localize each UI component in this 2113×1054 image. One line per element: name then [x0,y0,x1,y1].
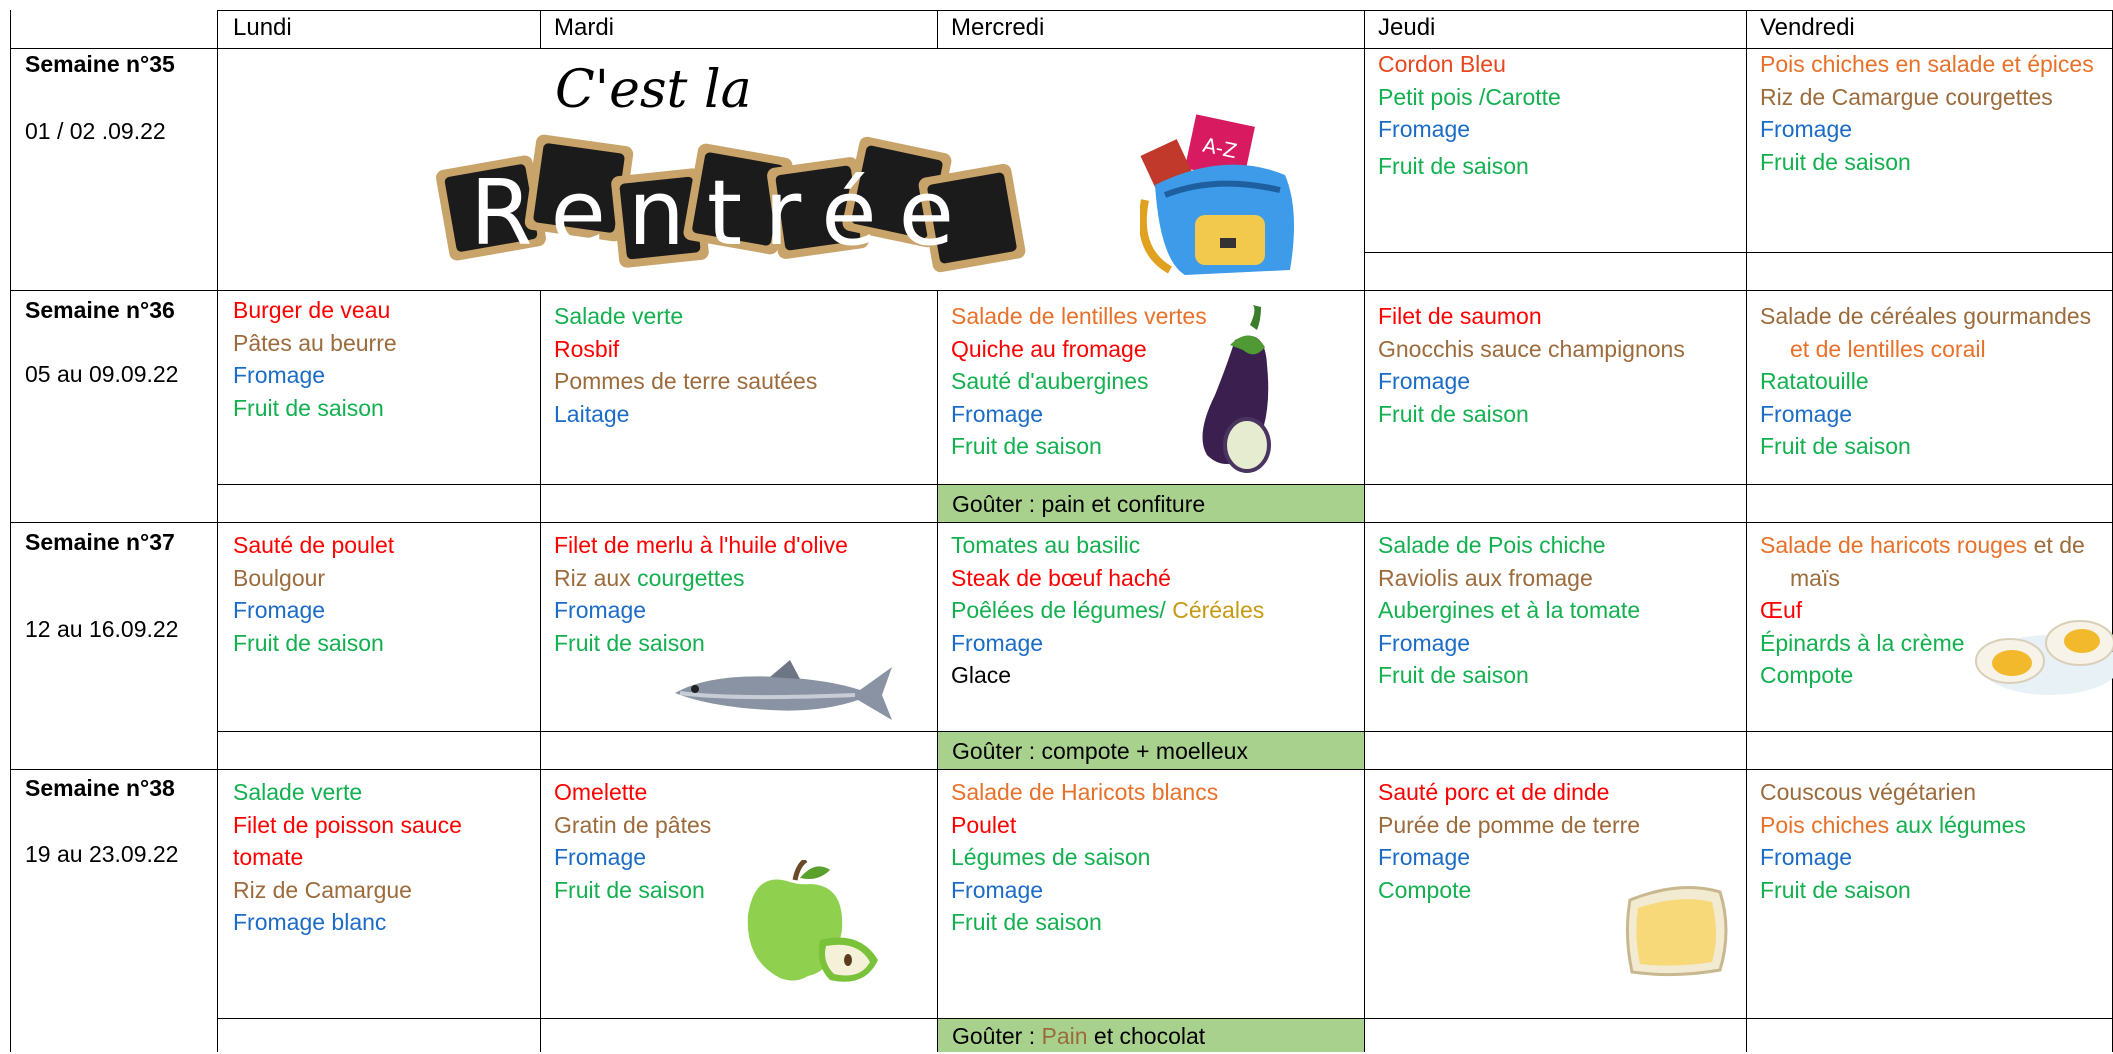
menu-w35-vendredi: Pois chiches en salade et épices Riz de Camargue courgettes Fromage Fruit de saison [1760,51,2094,175]
week-dates: 01 / 02 .09.22 [25,118,166,144]
week-label: Semaine n°37 [25,529,175,555]
grid-line [937,10,938,48]
egg-icon [1970,605,2113,700]
week-label: Semaine n°35 [25,51,175,77]
grid-line [1746,10,1747,1052]
week-dates: 12 au 16.09.22 [25,616,179,642]
rentree-banner [420,52,1060,287]
week-label: Semaine n°36 [25,297,175,323]
menu-w38-lundi: Salade verte Filet de poisson sauce tomate Riz de Camargue Fromage blanc [233,779,462,935]
header-mercredi: Mercredi [951,14,1045,41]
menu-w38-mercredi: Salade de Haricots blancs Poulet Légumes de saison Fromage Fruit de saison [951,779,1219,935]
week-label: Semaine n°38 [25,775,175,801]
snack-w36: Goûter : pain et confiture [938,485,1364,522]
menu-w38-mardi: Omelette Gratin de pâtes Fromage Fruit de saison [554,779,712,903]
grid-line [1364,252,2113,253]
grid-line [10,522,2113,523]
grid-line [540,10,541,48]
svg-text:A-Z: A-Z [1200,132,1240,164]
header-mardi: Mardi [554,14,615,41]
grid-line [217,10,218,1052]
menu-w37-vendredi: Salade de haricots rouges et de maïs Œuf Épinards à la crème Compote [1760,532,2085,688]
header-vendredi: Vendredi [1760,14,1855,41]
menu-w35-jeudi: Cordon Bleu Petit pois /Carotte Fromage Fruit de saison [1378,51,1561,179]
backpack-icon [1140,110,1310,285]
fish-icon [670,655,895,725]
week-dates: 19 au 23.09.22 [25,841,179,867]
header-lundi: Lundi [233,14,292,41]
menu-w38-vendredi: Couscous végétarien Pois chiches aux légumes Fromage Fruit de saison [1760,779,2026,903]
menu-w36-vendredi: Salade de céréales gourmandes et de lentilles corail Ratatouille Fromage Fruit de saison [1760,303,2092,459]
week-dates: 05 au 09.09.22 [25,361,179,387]
snack-w37: Goûter : compote + moelleux [938,732,1364,769]
grid-line [540,290,541,1052]
menu-w36-mardi: Salade verte Rosbif Pommes de terre sautées Laitage [554,303,818,427]
menu-w36-mercredi: Salade de lentilles vertes Quiche au fromage Sauté d'aubergines Fromage Fruit de saison [951,303,1207,459]
header-jeudi: Jeudi [1378,14,1436,41]
menu-w36-lundi: Burger de veau Pâtes au beurre Fromage Fruit de saison [233,297,397,421]
eggplant-icon [1195,305,1285,475]
grid-line [10,769,2113,770]
snack-w38: Goûter : Pain et chocolat [938,1019,1364,1052]
cheese-icon [1620,880,1735,980]
menu-w38-jeudi: Sauté porc et de dinde Purée de pomme de terre Fromage Compote [1378,779,1641,903]
banner-word: Rentrée [470,161,976,266]
menu-w36-jeudi: Filet de saumon Gnocchis sauce champignons Fromage Fruit de saison [1378,303,1685,427]
grid-line [10,10,11,1052]
menu-w37-jeudi: Salade de Pois chiche Raviolis aux fromage Aubergines et à la tomate Fromage Fruit de saison [1378,532,1641,688]
grid-line [937,290,938,1052]
menu-w37-mercredi: Tomates au basilic Steak de bœuf haché Poêlées de légumes/ Céréales Fromage Glace [951,532,1265,688]
apple-icon [740,860,880,990]
grid-line [10,290,2113,291]
banner-script-text: C'est la [555,60,752,120]
menu-w37-lundi: Sauté de poulet Boulgour Fromage Fruit de saison [233,532,395,656]
menu-w37-mardi: Filet de merlu à l'huile d'olive Riz aux courgettes Fromage Fruit de saison [554,532,848,656]
grid-line [1364,10,1365,1052]
